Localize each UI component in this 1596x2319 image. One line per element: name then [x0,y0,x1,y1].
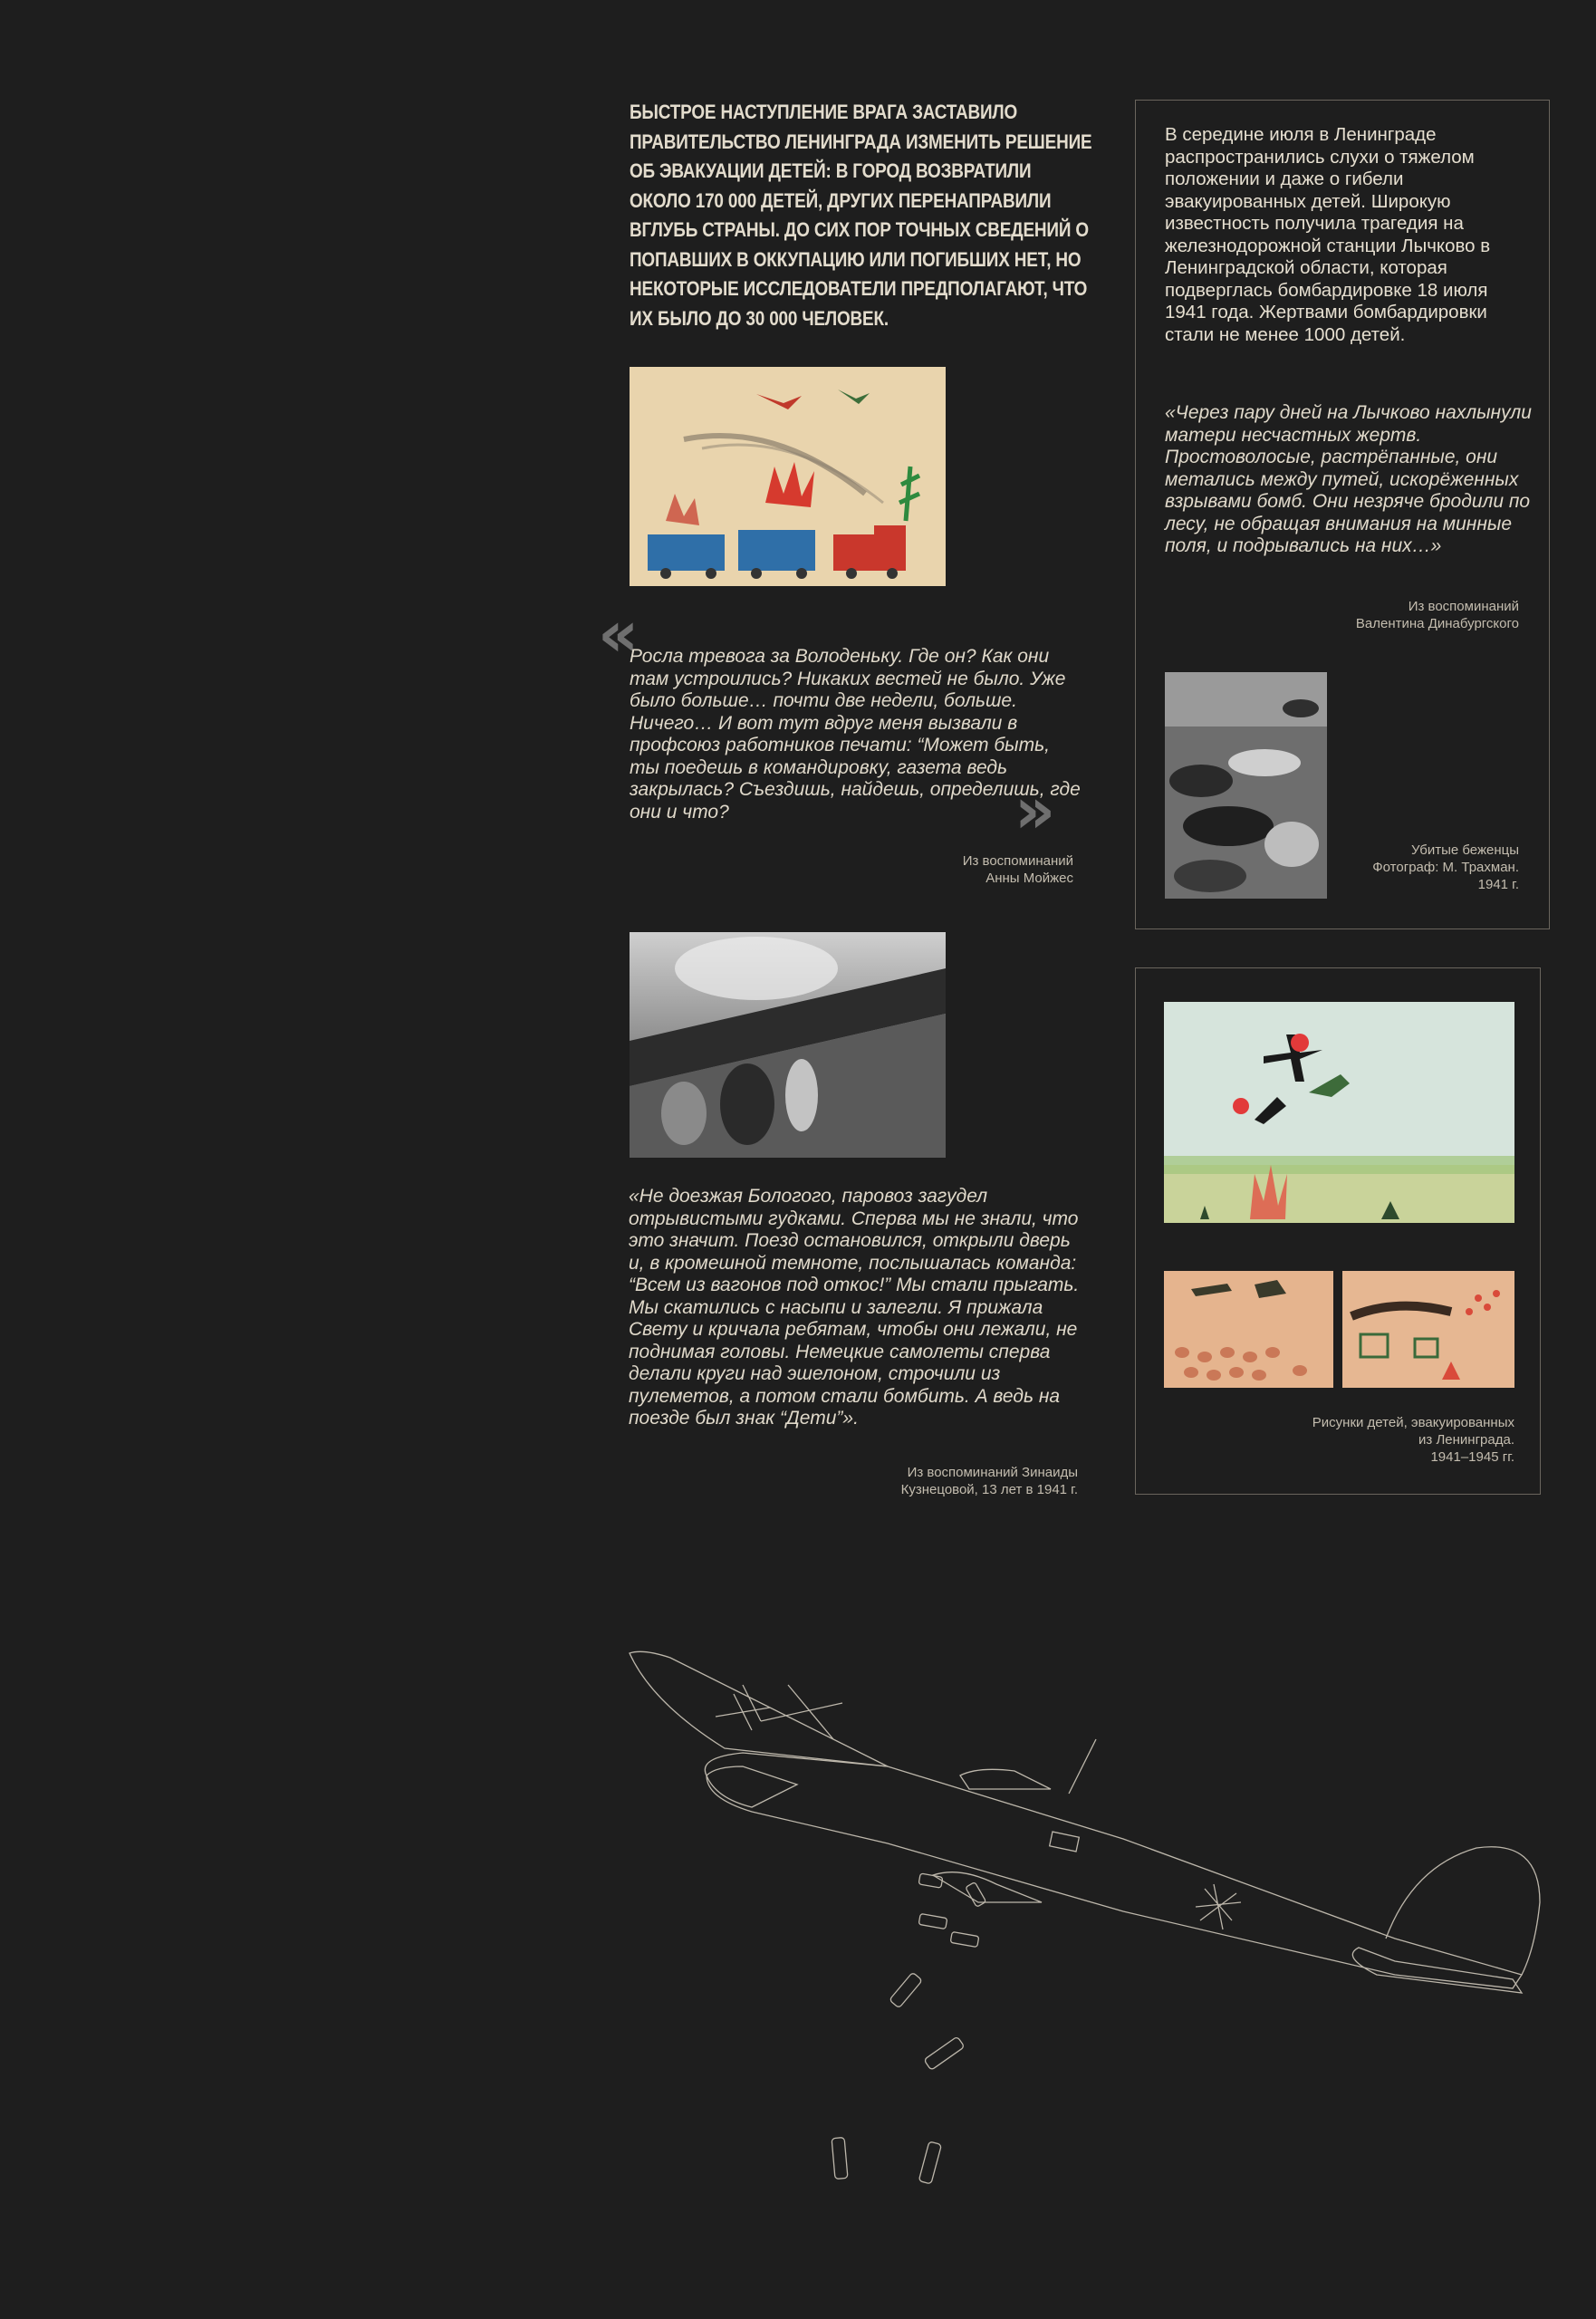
photo-caption-line3: 1941 г. [1477,877,1519,892]
quote-anna-source-line2: Анны Мойжес [985,871,1073,886]
lychkovo-info-box [1135,100,1550,929]
child-drawing-train [630,367,946,586]
headline: БЫСТРОЕ НАСТУПЛЕНИЕ ВРАГА ЗАСТАВИЛО ПРАВИТЕЛЬСТВО ЛЕНИНГРАДА ИЗМЕНИТЬ РЕШЕНИЕ ОБ ЭВАКУАЦИИ ДЕТЕЙ: В ГОРОД ВОЗВРАТИЛИ ОКОЛО 170 000 ДЕТЕЙ, ДРУГИХ ПЕРЕНАПРАВИЛИ ВГЛУБЬ СТРАНЫ. ДО СИХ ПОР ТОЧНЫХ СВЕДЕНИЙ О ПОПАВШИХ В ОККУПАЦИЮ ИЛИ ПОГИБШИХ НЕТ, НО НЕКОТОРЫЕ ИССЛЕДОВАТЕЛИ ПРЕДПОЛАГАЮТ, ЧТО ИХ БЫЛО ДО 30 000 ЧЕЛОВЕК. [630,101,1092,330]
quote-zinaida-source-line1: Из воспоминаний Зинаиды [907,1465,1078,1480]
quote-anna-source [815,852,1073,887]
bomber-plane-illustration [616,1631,1558,2219]
children-drawings-caption [1226,1414,1514,1466]
open-quote-mark-icon: « [598,597,639,671]
child-drawing-village [1342,1271,1514,1388]
photo-killed-refugees-caption [1335,842,1519,893]
lychkovo-quote-source [1245,598,1519,632]
lychkovo-body-text: В середине июля в Ленинграде распространились слухи о тяжелом положении и даже о гибели эвакуированных детей. Широкую известность получила трагедия на железнодорожной станции Лычково в Ленинградской области, которая подверглась бомбардировке 18 июля 1941 года. Жертвами бомбардировки стали не менее 1000 детей. [1165,124,1491,345]
quote-zinaida-text: «Не доезжая Бологого, паровоз загудел отрывистыми гудками. Сперва мы не знали, что это значит. Поезд остановился, открыли дверь и, в кромешной темноте, послышалась команда: “Всем из вагонов под откос!” Мы стали прыгать. Мы скатились с насыпи и залегли. Я прижала Свету и кричала ребятам, чтобы они лежали, не поднимая головы. Немецкие самолеты сперва делали круги над эшелоном, строчили из пулеметов, а потом стали бомбить. А ведь на поезде был знак “Дети”». [629,1186,1080,1429]
quote-anna-text: Росла тревога за Володеньку. Где он? Как они там устроились? Никаких вестей не было. Уже было больше… почти две недели, больше. Ничего… И вот тут вдруг меня вызвали в профсоюз работников печати: “Может быть, ты поедешь в командировку, газета ведь закрылась? Съездишь, найдешь, определишь, где они и что? [630,646,1081,823]
close-quote-mark-icon: » [1014,774,1056,848]
photo-caption-line2: Фотограф: М. Трахман. [1372,860,1519,875]
quote-anna-source-line1: Из воспоминаний [962,853,1073,869]
drawings-caption-line2: из Ленинграда. [1418,1432,1514,1448]
photo-caption-line1: Убитые беженцы [1411,842,1519,858]
lychkovo-quote-source-line1: Из воспоминаний [1408,599,1519,614]
child-drawing-bombing [1164,1271,1333,1388]
drawings-caption-line3: 1941–1945 гг. [1430,1449,1514,1465]
drawings-caption-line1: Рисунки детей, эвакуированных [1312,1415,1514,1430]
lychkovo-quote-text: «Через пару дней на Лычково нахлынули матери несчастных жертв. Простоволосые, растрёпанные, они метались между путей, искорёженных взрывами бомб. Они незряче бродили по лесу, не обращая внимания на минные поля, и подрывались на них…» [1165,402,1532,556]
quote-zinaida-source-line2: Кузнецовой, 13 лет в 1941 г. [900,1482,1078,1497]
photo-killed-refugees [1165,672,1327,899]
lychkovo-quote-source-line2: Валентина Динабургского [1355,616,1519,631]
children-drawings-box [1135,967,1541,1495]
quote-zinaida-source [797,1464,1078,1498]
child-drawing-planes [1164,1002,1514,1223]
photo-evacuation-train [630,932,946,1158]
